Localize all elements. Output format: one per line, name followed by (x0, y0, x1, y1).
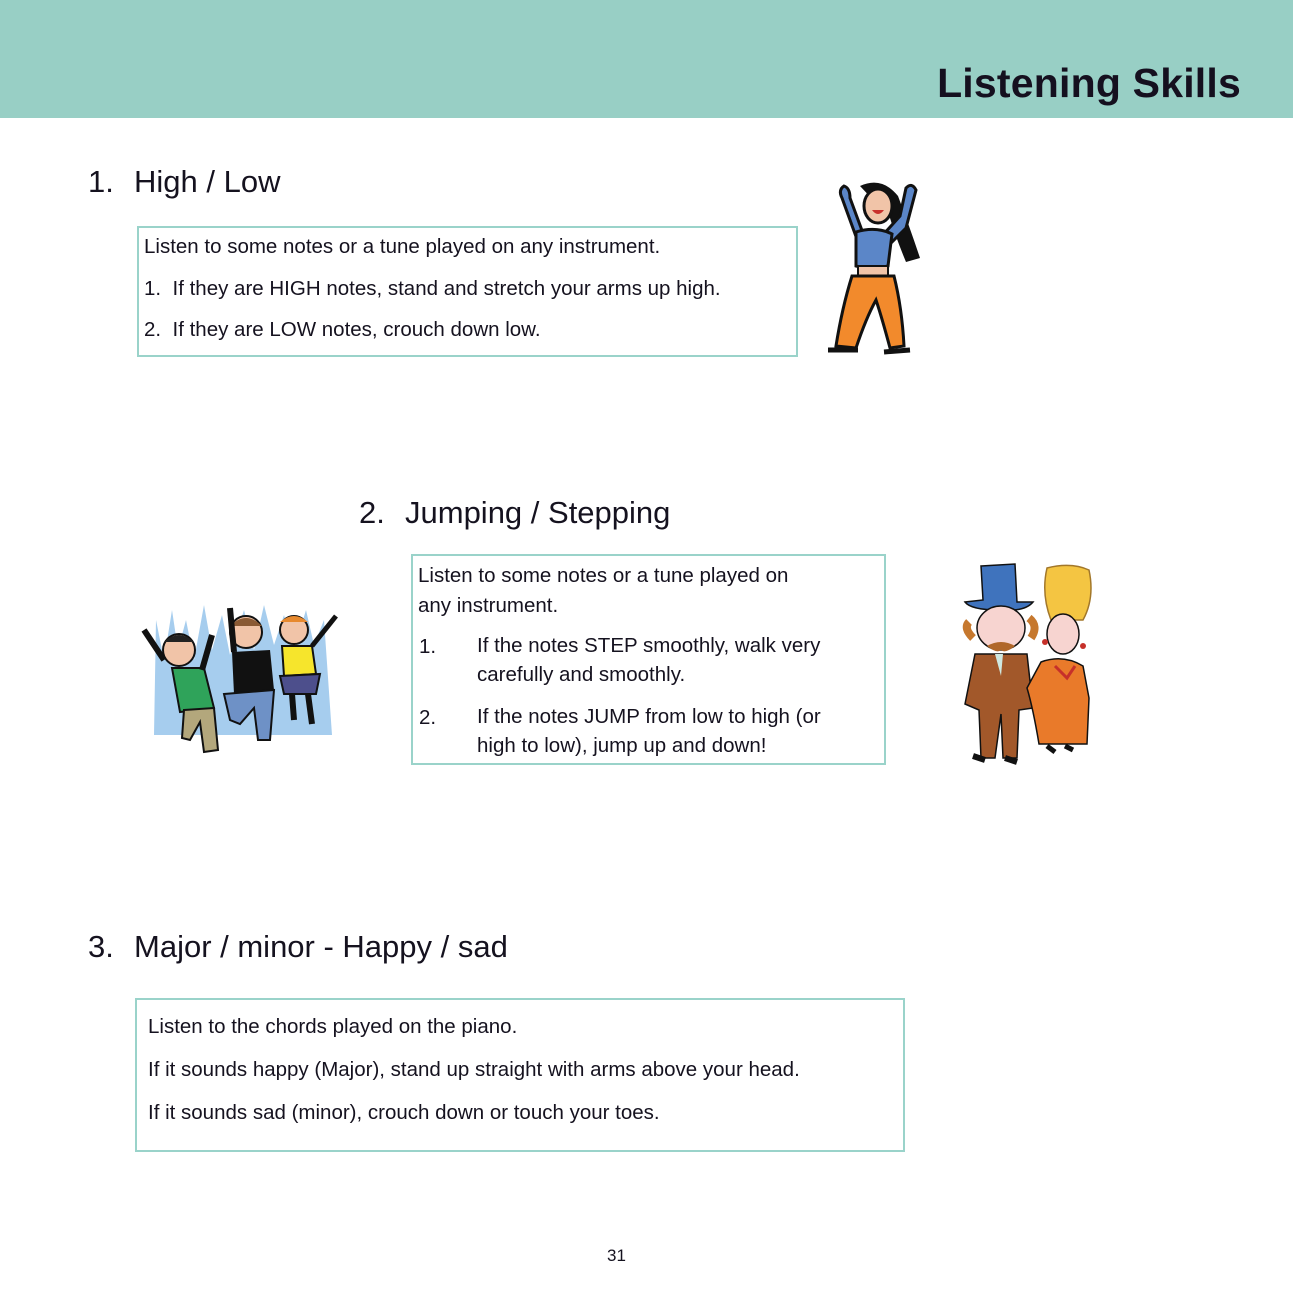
page-number: 31 (607, 1246, 626, 1265)
instruction-item: 2. If they are LOW notes, crouch down low. (144, 318, 541, 341)
section-1-instructions-box (137, 226, 798, 357)
girl-arms-raised-illustration (820, 178, 930, 360)
instruction-intro-line: Listen to some notes or a tune played on (418, 564, 789, 587)
instruction-line: If it sounds happy (Major), stand up straight with arms above your head. (148, 1058, 800, 1081)
section-2-heading (359, 495, 670, 531)
section-3-heading (88, 929, 508, 965)
section-2-instructions-box: Listen to some notes or a tune played on any instrument. 1. If the notes STEP smoothly, walk very carefully and smoothly. 2. If the notes JUMP from low to high (or high to low), jump up and down! (411, 554, 886, 765)
section-number: 1. (88, 164, 114, 199)
section-number: 2. (359, 495, 385, 530)
jumping-children-illustration (134, 590, 349, 770)
section-title: High / Low (134, 164, 281, 199)
instruction-intro-line: any instrument. (418, 594, 559, 617)
section-title: Major / minor - Happy / sad (134, 929, 508, 964)
instruction-line: Listen to the chords played on the piano. (148, 1015, 518, 1038)
section-title: Jumping / Stepping (405, 495, 671, 530)
section-number: 3. (88, 929, 114, 964)
header-band (0, 0, 1293, 118)
instruction-line: If it sounds sad (minor), crouch down or touch your toes. (148, 1101, 660, 1124)
section-1-heading (88, 164, 280, 200)
section-3-instructions-box (135, 998, 905, 1152)
instruction-item: 1. If they are HIGH notes, stand and stretch your arms up high. (144, 277, 721, 300)
instruction-intro: Listen to some notes or a tune played on any instrument. (144, 235, 661, 258)
walking-couple-illustration (955, 558, 1095, 768)
page-title: Listening Skills (937, 60, 1241, 106)
